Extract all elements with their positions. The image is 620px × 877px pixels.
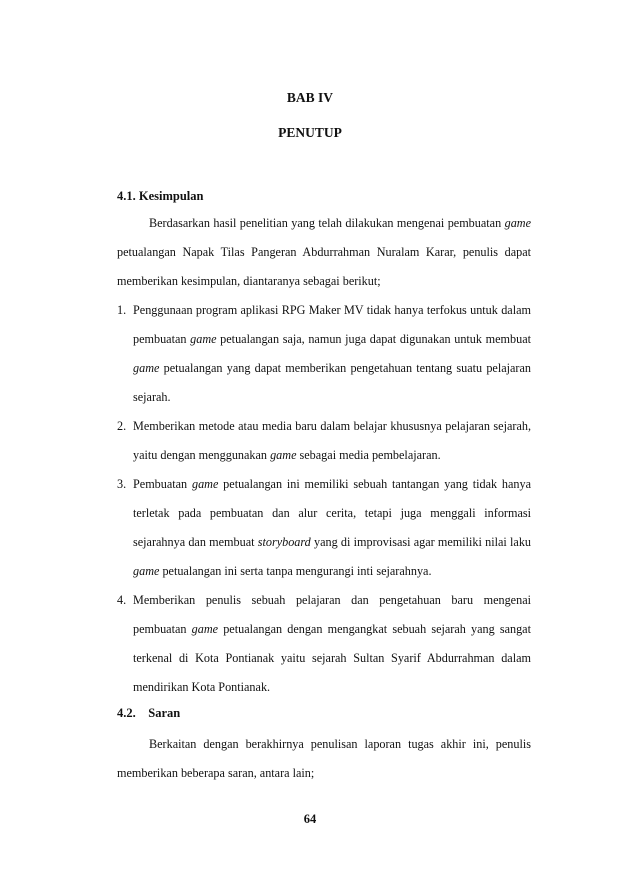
- section-heading-saran: 4.2. Saran: [117, 706, 181, 720]
- list-item: 1. Penggunaan program aplikasi RPG Maker MV tidak hanya terfokus untuk dalam pembuatan game petualangan saja, namun juga dapat digunakan untuk membuat game petualangan yang dapat memberikan pengetahuan tentang suatu pelajaran sejarah.: [117, 303, 531, 404]
- list-item: 2. Memberikan metode atau media baru dalam belajar khususnya pelajaran sejarah, yaitu dengan menggunakan game sebagai media pembelajaran.: [117, 419, 531, 462]
- page-number: 64: [303, 812, 317, 826]
- chapter-title: PENUTUP: [278, 125, 342, 140]
- list-item: 3. Pembuatan game petualangan ini memiliki sebuah tantangan yang tidak hanya terletak pada pembuatan dan alur cerita, tetapi juga menggali informasi sejarahnya dan membuat storyboard yang di improvisasi agar memiliki nilai laku game petualangan ini serta tanpa mengurangi inti sejarahnya.: [117, 477, 532, 578]
- kesimpulan-intro-paragraph: Berdasarkan hasil penelitian yang telah dilakukan mengenai pembuatan game petualangan Napak Tilas Pangeran Abdurrahman Nuralam Karar, penulis dapat memberikan kesimpulan, diantaranya sebagai berikut;: [117, 216, 531, 288]
- chapter-number: BAB IV: [286, 90, 334, 105]
- saran-intro-paragraph: Berkaitan dengan berakhirnya penulisan laporan tugas akhir ini, penulis memberikan beberapa saran, antara lain;: [117, 737, 531, 780]
- kesimpulan-list: [117, 296, 531, 702]
- section-heading-kesimpulan: 4.1. Kesimpulan: [117, 189, 204, 203]
- list-item: 4. Memberikan penulis sebuah pelajaran dan pengetahuan baru mengenai pembuatan game petualangan dengan mengangkat sebuah sejarah yang sangat terkenal di Kota Pontianak yaitu sejarah Sultan Syarif Abdurrahman dalam mendirikan Kota Pontianak.: [117, 593, 531, 694]
